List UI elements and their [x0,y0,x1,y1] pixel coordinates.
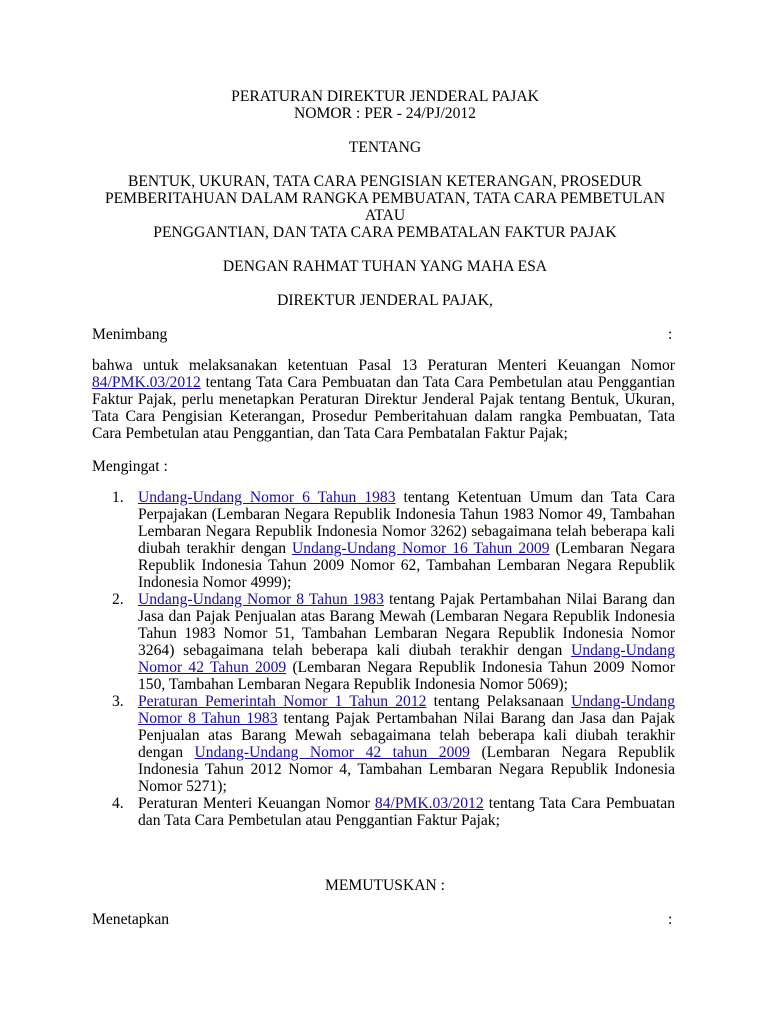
issuer: DIREKTUR JENDERAL PAJAK, [277,292,493,309]
item-text: (Lembaran Negara Republik Indonesia Tahun 2012 Nomor 4, Tambahan Lembaran Negara Republik Indonesia Nomor 5271); [138,744,675,795]
item-text: tentang Pelaksanaan [426,693,572,710]
item-number: 3. [112,693,124,710]
menetapkan-label: Menetapkan [92,911,170,928]
item-text: tentang Ketentuan Umum dan Tata Cara Perpajakan (Lembaran Negara Republik Indonesia Tahun 1983 Nomor 49, Tambahan Lembaran Negara Republik Indonesia Nomor 3262) sebagaimana telah beberapa kali diubah terakhir dengan [138,489,676,557]
uu-42-2009-link[interactable]: Undang-Undang Nomor 42 tahun 2009 [194,744,470,761]
menimbang-text-cont: tentang Tata Cara Pembuatan dan Tata Cara Pembetulan atau Penggantian Faktur Pajak, perlu menetapkan Peraturan Direktur Jenderal Pajak tentang Bentuk, Ukuran, Tata Cara Pengisian Keterangan, Prosedur Pemberitahuan dalam rangka Pembuatan, Tata Cara Pembetulan atau Penggantian, dan Tata Cara Pembatalan Faktur Pajak; [92,374,675,442]
item-text: (Lembaran Negara Republik Indonesia Tahun 2009 Nomor 150, Tambahan Lembaran Negara Republik Indonesia Nomor 5069); [138,659,675,693]
menimbang-label: Menimbang [92,326,168,343]
uu-6-1983-link[interactable]: Undang-Undang Nomor 6 Tahun 1983 [138,489,396,506]
uu-8-1983-link[interactable]: Undang-Undang Nomor 8 Tahun 1983 [138,693,675,727]
list-item [92,489,675,591]
menimbang-colon: : [668,326,673,343]
menimbang-paragraph [92,357,675,442]
uu-42-2009-link[interactable]: Undang-Undang Nomor 42 Tahun 2009 [138,642,675,676]
item-text: tentang Tata Cara Pembuatan dan Tata Cara Pembetulan atau Penggantian Faktur Pajak; [138,795,675,829]
memutuskan-heading: MEMUTUSKAN : [325,877,445,894]
list-item [92,795,675,829]
subject-line-3: ATAU [364,207,406,224]
uu-8-1983-link[interactable]: Undang-Undang Nomor 8 Tahun 1983 [138,591,384,608]
menimbang-text: bahwa untuk melaksanakan ketentuan Pasal 13 Peraturan Menteri Keuangan Nomor [92,357,675,374]
pmk-84-2012-link[interactable]: 84/PMK.03/2012 [92,374,201,391]
item-text: Peraturan Menteri Keuangan Nomor [138,795,375,812]
item-number: 2. [112,591,124,608]
pmk-84-2012-link[interactable]: 84/PMK.03/2012 [374,795,484,812]
subject-line-2: PEMBERITAHUAN DALAM RANGKA PEMBUATAN, TATA CARA PEMBETULAN [104,190,666,207]
uu-16-2009-link[interactable]: Undang-Undang Nomor 16 Tahun 2009 [292,540,550,557]
item-text: (Lembaran Negara Republik Indonesia Tahun 2009 Nomor 62, Tambahan Lembaran Negara Republik Indonesia Nomor 4999); [138,540,676,591]
item-number: 4. [112,795,124,812]
mengingat-label: Mengingat : [92,458,168,475]
pp-1-2012-link[interactable]: Peraturan Pemerintah Nomor 1 Tahun 2012 [138,693,427,710]
regulation-title: PERATURAN DIREKTUR JENDERAL PAJAK [231,88,539,105]
invocation: DENGAN RAHMAT TUHAN YANG MAHA ESA [222,258,548,275]
item-number: 1. [112,489,124,506]
subject-line-4: PENGGANTIAN, DAN TATA CARA PEMBATALAN FAKTUR PAJAK [153,224,617,241]
list-item [92,693,675,795]
item-text: tentang Pajak Pertambahan Nilai Barang dan Jasa dan Pajak Penjualan atas Barang Mewah (Lembaran Negara Republik Indonesia Tahun 1983 Nomor 51, Tambahan Lembaran Negara Republik Indonesia Nomor 3264) sebagaimana telah beberapa kali diubah terakhir dengan [138,591,676,659]
subject-line-1: BENTUK, UKURAN, TATA CARA PENGISIAN KETERANGAN, PROSEDUR [128,173,642,190]
item-text: tentang Pajak Pertambahan Nilai Barang dan Jasa dan Pajak Penjualan atas Barang Mewah sebagaimana telah beberapa kali diubah terakhir dengan [138,710,675,761]
tentang-heading: TENTANG [348,139,422,156]
menetapkan-colon: : [668,911,673,928]
list-item [92,591,675,693]
regulation-number: NOMOR : PER - 24/PJ/2012 [294,105,476,122]
mengingat-list [92,489,675,829]
